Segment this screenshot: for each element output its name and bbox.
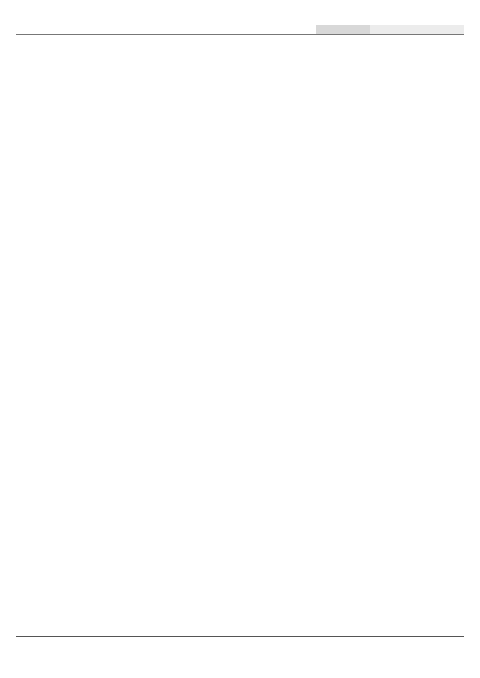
- page-footer: [16, 636, 464, 640]
- invoice-page: [16, 14, 464, 35]
- subtotal-label: [316, 14, 370, 25]
- total-row: [16, 25, 464, 36]
- subtotal-row: [16, 14, 464, 25]
- total-value: [370, 25, 464, 35]
- total-label: [316, 25, 370, 35]
- subtotal-value: [370, 14, 464, 25]
